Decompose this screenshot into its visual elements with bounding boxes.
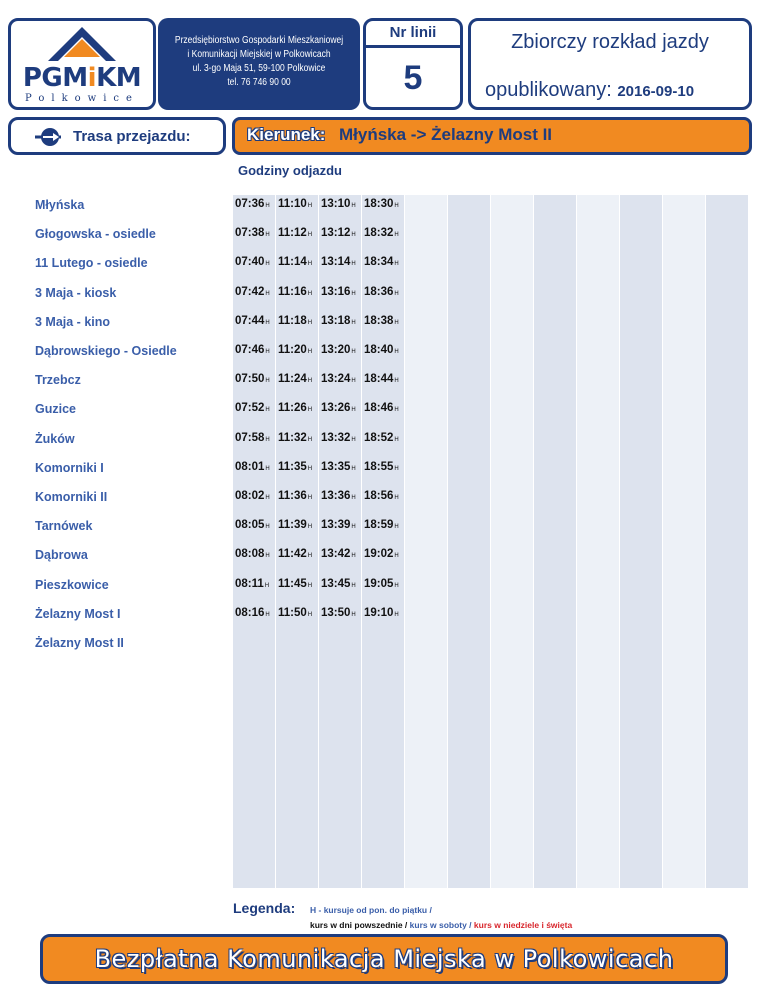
time-suffix: H <box>265 378 270 384</box>
legend-label: Legenda: <box>233 900 296 916</box>
departure-time: 18:59H <box>364 519 399 531</box>
time-suffix: H <box>351 261 356 267</box>
direction-box <box>232 117 752 155</box>
logo-city: Polkowice <box>25 93 139 104</box>
line-number: 5 <box>403 59 423 97</box>
time-suffix: H <box>351 495 356 501</box>
title-box <box>468 18 752 110</box>
stop-name: Tarnówek <box>35 519 93 533</box>
time-suffix: H <box>394 495 399 501</box>
time-suffix: H <box>394 583 399 589</box>
departure-time: 11:35H <box>278 461 313 473</box>
time-suffix: H <box>307 349 313 355</box>
departure-time: 07:36H <box>235 198 270 210</box>
time-suffix: H <box>394 232 399 238</box>
departure-time: 13:50H <box>321 607 356 619</box>
house-roof-icon <box>46 25 118 63</box>
departure-time: 13:12H <box>321 227 356 239</box>
departure-time: 18:38H <box>364 315 399 327</box>
schedule-column <box>577 195 619 888</box>
time-suffix: H <box>307 553 313 559</box>
departure-time: 18:46H <box>364 402 399 414</box>
time-suffix: H <box>265 495 270 501</box>
time-suffix: H <box>394 553 399 559</box>
time-suffix: H <box>351 524 356 530</box>
time-suffix: H <box>351 466 356 472</box>
stop-name: Dąbrowa <box>35 548 88 562</box>
departure-time: 18:52H <box>364 432 399 444</box>
departure-time: 11:36H <box>278 490 313 502</box>
departure-time: 08:02H <box>235 490 270 502</box>
schedule-column <box>233 195 275 888</box>
schedule-column <box>319 195 361 888</box>
departure-time: 18:44H <box>364 373 399 385</box>
time-suffix: H <box>307 583 313 589</box>
time-suffix: H <box>265 553 270 559</box>
departure-time: 18:30H <box>364 198 399 210</box>
logo-brand: PGMiKM <box>22 63 142 93</box>
time-suffix: H <box>265 612 270 618</box>
departure-time: 07:44H <box>235 315 270 327</box>
time-suffix: H <box>265 466 270 472</box>
departure-time: 11:12H <box>278 227 313 239</box>
stop-name: Trzebcz <box>35 373 81 387</box>
stop-name: Komorniki II <box>35 490 108 504</box>
hours-label: Godziny odjazdu <box>238 163 342 178</box>
departure-time: 07:50H <box>235 373 270 385</box>
time-suffix: H <box>351 612 356 618</box>
time-suffix: H <box>264 583 270 589</box>
departure-time: 11:16H <box>278 286 313 298</box>
departure-time: 07:46H <box>235 344 270 356</box>
time-suffix: H <box>307 612 313 618</box>
departure-time: 18:36H <box>364 286 399 298</box>
time-suffix: H <box>265 320 270 326</box>
time-suffix: H <box>351 291 356 297</box>
direction-value: Młyńska -> Żelazny Most II <box>339 125 553 144</box>
time-suffix: H <box>351 349 356 355</box>
departure-time: 11:26H <box>278 402 313 414</box>
time-suffix: H <box>394 349 399 355</box>
company-line: i Komunikacji Miejskiej w Polkowicach <box>187 49 331 60</box>
departure-time: 07:52H <box>235 402 270 414</box>
published-info <box>485 79 694 102</box>
stop-name: 3 Maja - kiosk <box>35 286 117 300</box>
schedule-column <box>663 195 705 888</box>
departure-time: 11:42H <box>278 548 313 560</box>
time-suffix: H <box>351 232 356 238</box>
time-suffix: H <box>307 203 313 209</box>
stop-name: Żelazny Most II <box>35 636 124 650</box>
legend-sunday: kurs w niedziele i święta <box>473 920 573 930</box>
legend-weekday: kurs w dni powszednie / <box>310 920 408 930</box>
divider <box>366 45 460 48</box>
time-suffix: H <box>307 320 313 326</box>
stop-name: Komorniki I <box>35 461 104 475</box>
departure-time: 13:10H <box>321 198 356 210</box>
line-label: Nr linii <box>389 24 437 41</box>
time-suffix: H <box>307 466 313 472</box>
time-suffix: H <box>394 291 399 297</box>
time-suffix: H <box>351 203 356 209</box>
time-suffix: H <box>307 232 313 238</box>
time-suffix: H <box>351 378 356 384</box>
company-address: ul. 3-go Maja 51, 59-100 Polkowice <box>192 63 326 74</box>
stop-name: 11 Lutego - osiedle <box>35 256 148 270</box>
departure-time: 07:40H <box>235 256 270 268</box>
schedule-column <box>276 195 318 888</box>
stop-name: Dąbrowskiego - Osiedle <box>35 344 177 358</box>
time-suffix: H <box>351 320 356 326</box>
line-number-box <box>363 18 463 110</box>
departure-time: 18:40H <box>364 344 399 356</box>
departure-time: 11:45H <box>278 578 313 590</box>
departure-time: 11:18H <box>278 315 313 327</box>
route-box <box>8 117 226 155</box>
departure-time: 18:34H <box>364 256 399 268</box>
page-title: Zbiorczy rozkład jazdy <box>511 31 709 53</box>
logo <box>8 18 156 110</box>
departure-time: 08:05H <box>235 519 270 531</box>
stop-name: 3 Maja - kino <box>35 315 111 329</box>
time-suffix: H <box>394 320 399 326</box>
published-date: 2016-09-10 <box>617 83 695 100</box>
time-suffix: H <box>351 407 356 413</box>
stop-name: Pieszkowice <box>35 578 109 592</box>
time-suffix: H <box>307 407 313 413</box>
departure-time: 11:20H <box>278 344 313 356</box>
schedule-column <box>448 195 490 888</box>
time-suffix: H <box>265 203 270 209</box>
company-phone: tel. 76 746 90 00 <box>227 77 291 88</box>
published-label: opublikowany: <box>485 79 612 101</box>
departure-time: 11:14H <box>278 256 313 268</box>
time-suffix: H <box>307 495 313 501</box>
time-suffix: H <box>265 232 270 238</box>
time-suffix: H <box>394 378 399 384</box>
schedule-column <box>405 195 447 888</box>
time-suffix: H <box>351 583 356 589</box>
time-suffix: H <box>394 203 399 209</box>
departure-time: 11:39H <box>278 519 313 531</box>
departure-time: 18:56H <box>364 490 399 502</box>
departure-time: 19:10H <box>364 607 399 619</box>
time-suffix: H <box>394 612 399 618</box>
direction-label: Kierunek: <box>247 125 326 144</box>
schedule-column <box>620 195 662 888</box>
time-suffix: H <box>307 378 313 384</box>
departure-time: 13:35H <box>321 461 356 473</box>
arrow-right-icon <box>33 127 67 147</box>
departure-time: 13:36H <box>321 490 356 502</box>
departure-time: 08:11H <box>235 578 270 590</box>
departure-time: 13:24H <box>321 373 356 385</box>
time-suffix: H <box>394 466 399 472</box>
departure-time: 08:08H <box>235 548 270 560</box>
departure-time: 13:16H <box>321 286 356 298</box>
time-suffix: H <box>265 407 270 413</box>
departure-time: 07:58H <box>235 432 270 444</box>
schedule-column <box>362 195 404 888</box>
departure-time: 11:24H <box>278 373 313 385</box>
departure-time: 13:14H <box>321 256 356 268</box>
departure-time: 13:18H <box>321 315 356 327</box>
schedule-column <box>491 195 533 888</box>
time-suffix: H <box>351 437 356 443</box>
time-suffix: H <box>394 437 399 443</box>
departure-time: 13:32H <box>321 432 356 444</box>
departure-time: 13:20H <box>321 344 356 356</box>
time-suffix: H <box>265 349 270 355</box>
time-suffix: H <box>265 291 270 297</box>
time-suffix: H <box>265 261 270 267</box>
departure-time: 11:10H <box>278 198 313 210</box>
departure-time: 19:05H <box>364 578 399 590</box>
departure-time: 19:02H <box>364 548 399 560</box>
time-suffix: H <box>351 553 356 559</box>
departure-time: 07:38H <box>235 227 270 239</box>
company-info <box>158 18 360 110</box>
stop-name: Młyńska <box>35 198 85 212</box>
departure-time: 08:01H <box>235 461 270 473</box>
stop-name: Żuków <box>35 432 75 446</box>
legend-h-note: H - kursuje od pon. do piątku / <box>310 905 432 915</box>
time-suffix: H <box>265 437 270 443</box>
schedule-column <box>706 195 748 888</box>
departure-time: 07:42H <box>235 286 270 298</box>
time-suffix: H <box>307 437 313 443</box>
footer-banner <box>40 934 728 984</box>
route-label: Trasa przejazdu: <box>73 128 191 145</box>
time-suffix: H <box>394 261 399 267</box>
departure-time: 11:32H <box>278 432 313 444</box>
departure-time: 13:26H <box>321 402 356 414</box>
time-suffix: H <box>307 261 313 267</box>
departure-time: 13:45H <box>321 578 356 590</box>
departure-time: 11:50H <box>278 607 313 619</box>
time-suffix: H <box>265 524 270 530</box>
company-line: Przedsiębiorstwo Gospodarki Mieszkaniowej <box>174 35 344 46</box>
time-suffix: H <box>394 524 399 530</box>
stop-name: Głogowska - osiedle <box>35 227 156 241</box>
departure-time: 18:55H <box>364 461 399 473</box>
footer-text: Bezpłatna Komunikacja Miejska w Polkowicach <box>94 945 674 973</box>
time-suffix: H <box>307 291 313 297</box>
stop-name: Guzice <box>35 402 76 416</box>
time-suffix: H <box>307 524 313 530</box>
legend-saturday: kurs w soboty / <box>409 920 472 930</box>
time-suffix: H <box>394 407 399 413</box>
legend-line <box>310 920 572 930</box>
stop-name: Żelazny Most I <box>35 607 121 621</box>
schedule-column <box>534 195 576 888</box>
departure-time: 08:16H <box>235 607 270 619</box>
departure-time: 13:42H <box>321 548 356 560</box>
departure-time: 13:39H <box>321 519 356 531</box>
departure-time: 18:32H <box>364 227 399 239</box>
